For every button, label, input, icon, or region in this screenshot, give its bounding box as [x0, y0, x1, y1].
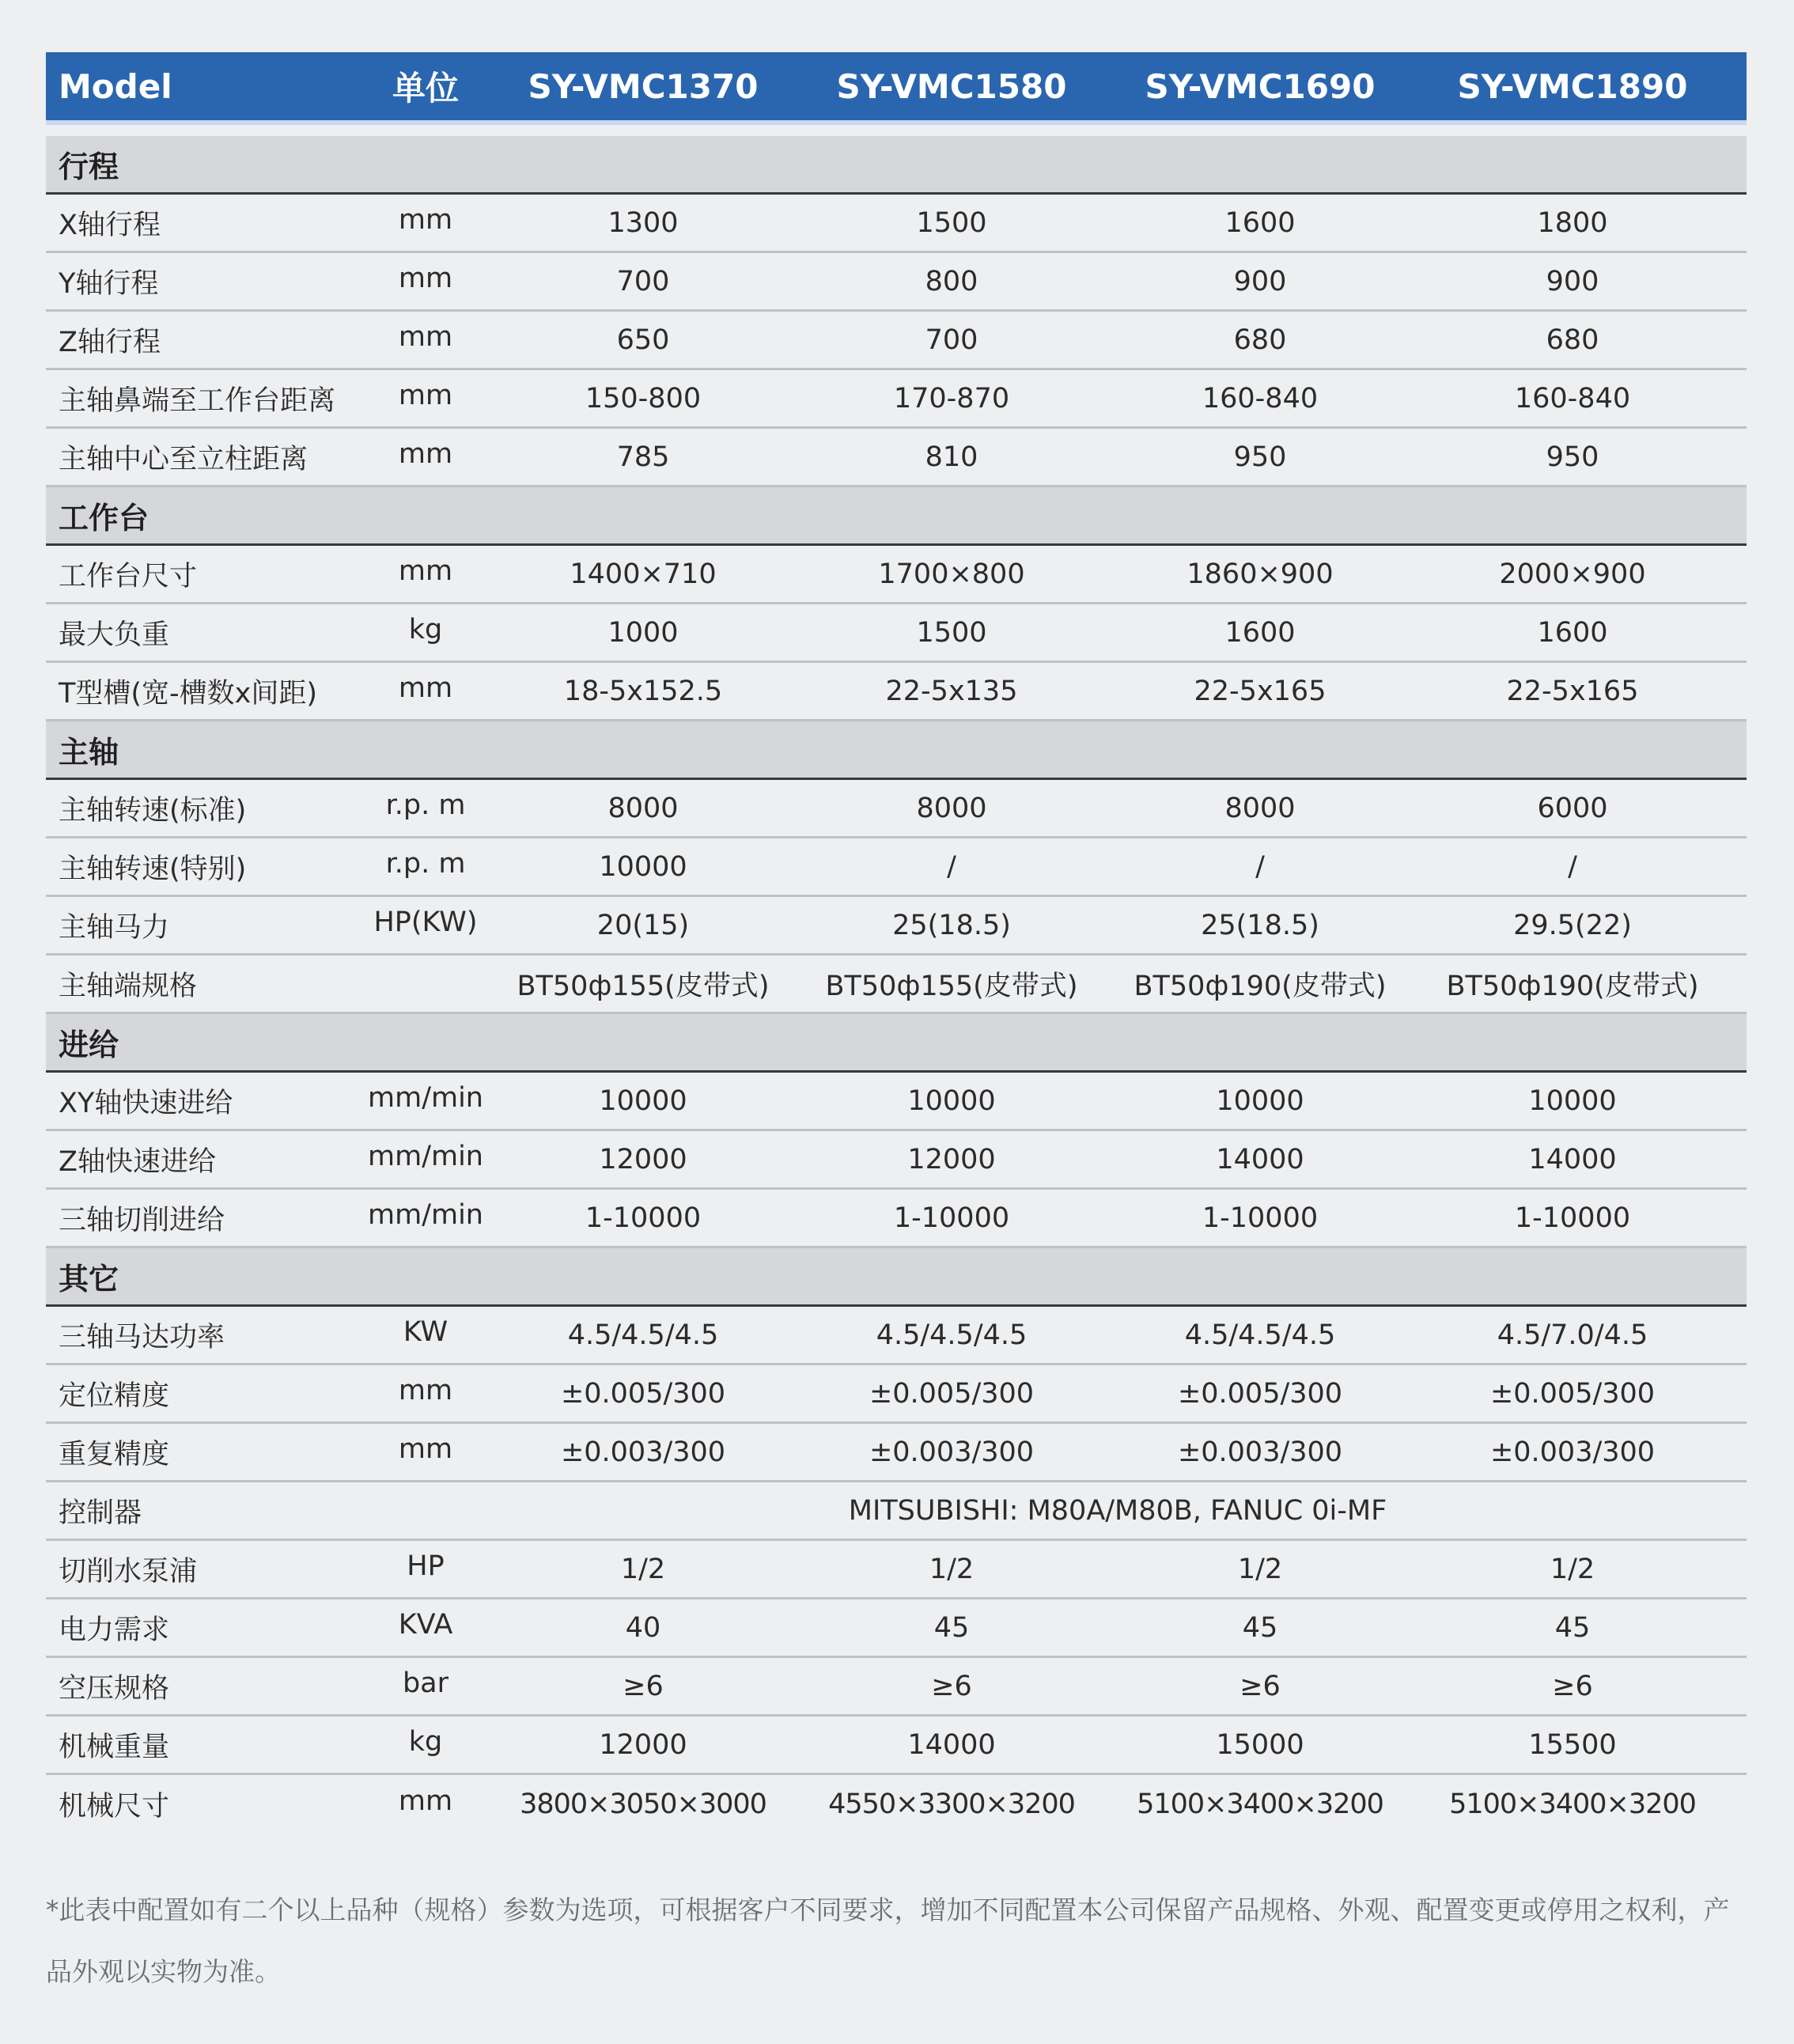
row-unit: KVA	[398, 1608, 453, 1641]
row-value: ≥6	[1240, 1670, 1281, 1702]
row-unit: mm	[398, 1785, 453, 1817]
row-value: 10000	[907, 1084, 996, 1117]
row-label: Z轴快速进给	[59, 1145, 216, 1178]
row-value: 1400×710	[570, 558, 717, 590]
row-value: ±0.005/300	[869, 1377, 1035, 1410]
row-value: 8000	[1224, 792, 1296, 824]
row-label: Z轴行程	[59, 326, 161, 358]
row-value: 14000	[907, 1728, 996, 1761]
table-row	[46, 1717, 1747, 1775]
row-value: BT50ф190(皮带式)	[1134, 970, 1387, 1002]
table-row	[46, 1073, 1747, 1131]
row-value: 10000	[1528, 1084, 1617, 1117]
row-value: 1-10000	[585, 1202, 702, 1234]
row-value: 22-5x165	[1194, 675, 1327, 707]
table-row	[46, 1190, 1747, 1248]
row-value: 680	[1233, 324, 1287, 356]
section-header	[46, 487, 1747, 546]
row-unit: mm	[398, 437, 453, 470]
row-value: BT50ф155(皮带式)	[517, 970, 770, 1002]
row-label: X轴行程	[59, 209, 161, 241]
row-value: 1/2	[620, 1553, 666, 1585]
section-header	[46, 136, 1747, 195]
row-value: 5100×3400×3200	[1137, 1788, 1383, 1820]
row-label: T型槽(宽-槽数x间距)	[59, 677, 318, 710]
section-header	[46, 1248, 1747, 1307]
row-label: 工作台尺寸	[59, 560, 198, 592]
row-label: 最大负重	[59, 619, 170, 651]
row-value: 22-5x165	[1506, 675, 1639, 707]
row-value: 20(15)	[596, 909, 690, 941]
row-value: 10000	[599, 1084, 687, 1117]
row-value: 1800	[1537, 206, 1608, 239]
row-value: ±0.005/300	[560, 1377, 726, 1410]
row-unit: mm/min	[368, 1081, 483, 1114]
row-value: 5100×3400×3200	[1449, 1788, 1696, 1820]
row-unit: mm	[398, 1433, 453, 1465]
row-value: 700	[616, 265, 670, 297]
row-value: /	[1568, 850, 1577, 883]
row-unit: r.p. m	[385, 847, 466, 880]
row-value: 25(18.5)	[892, 909, 1011, 941]
row-unit: mm/min	[368, 1140, 483, 1172]
section-title: 工作台	[59, 501, 150, 536]
table-row	[46, 604, 1747, 663]
row-unit: mm	[398, 555, 453, 587]
section-header	[46, 721, 1747, 780]
footnote: *此表中配置如有二个以上品种（规格）参数为选项，可根据客户不同要求，增加不同配置本公司保留产品规格、外观、配置变更或停用之权利，产品外观以实物为准。	[46, 1894, 1730, 1987]
header-model-3: SY-VMC1690	[1145, 66, 1376, 106]
table-row	[46, 1658, 1747, 1717]
row-value: 700	[925, 324, 978, 356]
row-value: 1/2	[1237, 1553, 1283, 1585]
row-value: 900	[1233, 265, 1287, 297]
row-value: 950	[1546, 441, 1599, 473]
row-value: ≥6	[623, 1670, 664, 1702]
row-value: 1700×800	[878, 558, 1025, 590]
row-label: 机械重量	[59, 1731, 170, 1763]
row-value: 45	[1554, 1611, 1591, 1644]
row-value: 1500	[916, 206, 987, 239]
row-value: 1600	[1224, 616, 1296, 649]
row-unit: bar	[402, 1667, 449, 1699]
row-value: 1/2	[929, 1553, 975, 1585]
row-value: 1860×900	[1187, 558, 1334, 590]
row-value: 12000	[907, 1143, 996, 1175]
section-title: 其它	[59, 1262, 119, 1296]
row-value: ≥6	[931, 1670, 972, 1702]
row-value: BT50ф190(皮带式)	[1446, 970, 1699, 1002]
row-value: ±0.003/300	[1489, 1436, 1656, 1468]
row-span-value: MITSUBISHI: M80A/M80B, FANUC 0i-MF	[848, 1494, 1387, 1527]
row-label: 主轴转速(标准)	[59, 794, 247, 827]
section-title: 行程	[59, 150, 119, 184]
row-label: 空压规格	[59, 1672, 170, 1705]
row-value: 650	[616, 324, 670, 356]
row-unit: KW	[403, 1315, 448, 1348]
row-value: 1-10000	[1514, 1202, 1631, 1234]
row-label: 主轴鼻端至工作台距离	[59, 384, 336, 417]
table-row	[46, 195, 1747, 253]
row-label: 主轴马力	[59, 911, 170, 944]
row-label: 机械尺寸	[59, 1791, 170, 1823]
table-row	[46, 370, 1747, 429]
row-value: 45	[933, 1611, 970, 1644]
row-value: 18-5x152.5	[563, 675, 723, 707]
table-row	[46, 429, 1747, 487]
row-value: 1-10000	[893, 1202, 1010, 1234]
table-row	[46, 1541, 1747, 1599]
row-value: /	[1255, 850, 1265, 883]
row-value: 12000	[599, 1728, 687, 1761]
table-row	[46, 663, 1747, 721]
row-value: ±0.003/300	[869, 1436, 1035, 1468]
row-label: 主轴中心至立柱距离	[59, 443, 308, 475]
row-value: 800	[925, 265, 978, 297]
row-value: 4.5/4.5/4.5	[876, 1319, 1028, 1351]
row-label: 重复精度	[59, 1438, 170, 1471]
row-value: 3800×3050×3000	[520, 1788, 766, 1820]
row-label: 电力需求	[59, 1614, 170, 1646]
row-value: 810	[925, 441, 978, 473]
row-value: 950	[1233, 441, 1287, 473]
header-unit: 单位	[392, 69, 459, 108]
row-value: ±0.003/300	[560, 1436, 726, 1468]
row-label: 定位精度	[59, 1380, 170, 1412]
row-unit: mm	[398, 320, 453, 353]
table-row	[46, 956, 1747, 1014]
row-value: 4550×3300×3200	[828, 1788, 1075, 1820]
row-value: 10000	[1216, 1084, 1304, 1117]
row-value: /	[947, 850, 956, 883]
row-unit: mm	[398, 379, 453, 411]
table-row	[46, 897, 1747, 956]
table-row	[46, 1775, 1747, 1834]
section-title: 主轴	[59, 735, 119, 770]
row-value: 4.5/4.5/4.5	[1184, 1319, 1336, 1351]
table-row	[46, 1424, 1747, 1482]
row-label: 主轴端规格	[59, 970, 198, 1002]
row-unit: mm/min	[368, 1198, 483, 1231]
row-value: 1000	[607, 616, 679, 649]
row-value: 1600	[1537, 616, 1608, 649]
table-row	[46, 838, 1747, 897]
row-label: 切削水泵浦	[59, 1555, 198, 1588]
row-value: 8000	[916, 792, 987, 824]
row-label: Y轴行程	[59, 267, 159, 300]
row-value: 170-870	[893, 382, 1010, 414]
row-value: 14000	[1528, 1143, 1617, 1175]
row-label: 三轴马达功率	[59, 1321, 225, 1353]
row-value: 2000×900	[1499, 558, 1646, 590]
row-value: 1-10000	[1202, 1202, 1319, 1234]
header-model-1: SY-VMC1370	[528, 66, 759, 106]
row-value: 4.5/7.0/4.5	[1497, 1319, 1648, 1351]
row-value: 25(18.5)	[1201, 909, 1319, 941]
table-row	[46, 1365, 1747, 1424]
table-body	[46, 136, 1747, 1834]
row-unit: mm	[398, 262, 453, 294]
header-model-4: SY-VMC1890	[1457, 66, 1688, 106]
row-value: 785	[616, 441, 670, 473]
row-value: 15000	[1216, 1728, 1304, 1761]
row-value: 8000	[607, 792, 679, 824]
section-header	[46, 1014, 1747, 1073]
row-value: 160-840	[1514, 382, 1631, 414]
row-value: 150-800	[585, 382, 702, 414]
table-row	[46, 1131, 1747, 1190]
header-model-2: SY-VMC1580	[836, 66, 1067, 106]
table-row	[46, 312, 1747, 370]
row-value: 6000	[1537, 792, 1608, 824]
row-unit: kg	[408, 613, 443, 645]
header-model: Model	[59, 66, 172, 106]
row-value: ±0.005/300	[1489, 1377, 1656, 1410]
row-value: 10000	[599, 850, 687, 883]
row-label: 控制器	[59, 1497, 142, 1529]
table-row	[46, 1307, 1747, 1365]
spec-table	[46, 52, 1747, 1834]
row-unit: mm	[398, 203, 453, 236]
section-title: 进给	[59, 1028, 119, 1062]
table-header	[46, 52, 1747, 125]
table-row	[46, 253, 1747, 312]
row-unit: mm	[398, 672, 453, 704]
row-value: ±0.005/300	[1177, 1377, 1343, 1410]
row-label: 三轴切削进给	[59, 1204, 225, 1236]
row-value: BT50ф155(皮带式)	[825, 970, 1078, 1002]
row-label: 主轴转速(特别)	[59, 853, 247, 885]
row-value: 45	[1242, 1611, 1278, 1644]
row-label: XY轴快速进给	[59, 1087, 233, 1119]
row-value: 160-840	[1202, 382, 1319, 414]
row-unit: HP	[407, 1550, 445, 1582]
row-value: 1600	[1224, 206, 1296, 239]
table-row	[46, 780, 1747, 838]
row-value: 15500	[1528, 1728, 1617, 1761]
row-value: 29.5(22)	[1513, 909, 1632, 941]
row-value: 1300	[607, 206, 679, 239]
row-unit: HP(KW)	[373, 906, 478, 938]
row-value: 1/2	[1550, 1553, 1595, 1585]
row-unit: mm	[398, 1374, 453, 1406]
row-value: 1500	[916, 616, 987, 649]
row-value: 22-5x135	[885, 675, 1018, 707]
row-value: 4.5/4.5/4.5	[567, 1319, 719, 1351]
row-unit: kg	[408, 1725, 443, 1758]
row-value: 40	[625, 1611, 661, 1644]
row-unit: r.p. m	[385, 789, 466, 821]
table-row	[46, 1599, 1747, 1658]
row-value: ±0.003/300	[1177, 1436, 1343, 1468]
table-row	[46, 1482, 1747, 1541]
row-value: ≥6	[1552, 1670, 1593, 1702]
row-value: 900	[1546, 265, 1599, 297]
row-value: 680	[1546, 324, 1599, 356]
table-row	[46, 546, 1747, 604]
row-value: 12000	[599, 1143, 687, 1175]
row-value: 14000	[1216, 1143, 1304, 1175]
